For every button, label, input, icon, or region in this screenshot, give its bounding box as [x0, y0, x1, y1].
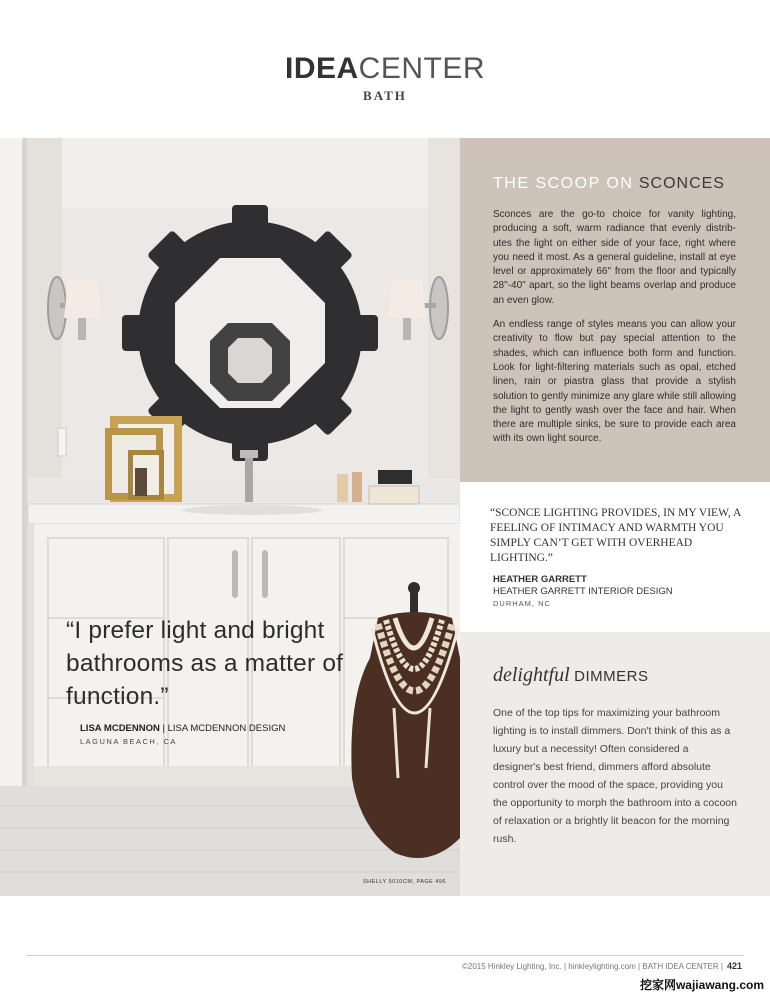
photo-quote-attribution	[80, 723, 285, 734]
photo-quote-firm: | LISA MCDENNON DESIGN	[162, 723, 286, 734]
sconces-body	[493, 208, 736, 457]
sconces-paragraph: Sconces are the go-to choice for vanity lighting, producing a soft, warm radiance that evenly distrib-utes the light on either side of your face, right where you need it most. As a general guideline, install at eye level or approximately 66" from the floor and typically 28"-40" apart, so the light beams overlap and produce an even glow.	[493, 209, 736, 306]
designer-quote-location: DURHAM, NC	[493, 599, 551, 608]
designer-quote-text: “SCONCE LIGHTING PROVIDES, IN MY VIEW, A FEELING OF INTIMACY AND WARMTH YOU SIMPLY CAN’T GET WITH OVERHEAD LIGHTING.”	[490, 507, 741, 564]
masthead	[0, 52, 770, 104]
photo-credit: SHELLY 5010CM, PAGE 496	[363, 879, 447, 885]
page-number: 421	[726, 961, 742, 971]
footer-text: ©2015 Hinkley Lighting, Inc. | hinkleylighting.com | BATH IDEA CENTER |	[461, 962, 723, 971]
sconces-title: THE SCOOP ON SCONCES	[493, 175, 725, 192]
watermark-logo: 挖家网wajiawang.com	[639, 978, 764, 992]
photo-quote-location: LAGUNA BEACH, CA	[80, 737, 177, 746]
photo-pull-quote: “I prefer light and bright bathrooms as a matter of function.”	[66, 617, 344, 710]
designer-quote-panel	[460, 482, 770, 632]
dimmers-panel	[460, 632, 770, 896]
bathroom-photo	[0, 138, 460, 896]
designer-quote-name: HEATHER GARRETT	[493, 574, 587, 585]
sconces-panel	[460, 138, 770, 482]
section-title: BATH	[363, 88, 407, 103]
dimmers-title: delightful DIMMERS	[493, 664, 649, 686]
sconces-paragraph: An endless range of styles means you can allow your creativity to flow but pay special attention to the shades, which can influence both form and function. Look for light-filtering materials such as opal, etched linen, rain or piastra glass that provide a stylish solution to gently minimize any glare while still allowing the light to gently wash over the face and hair. When there are multiple sinks, be sure to provide each area with its own light source.	[493, 319, 736, 445]
page-footer	[462, 961, 742, 971]
dimmers-body: One of the top tips for maximizing your bathroom lighting is to install dimmers. Don't think of this as a luxury but a necessity! Often considered a designer's best friend, dimmers afford absolute control over the mood of the space, providing you the opportunity to morph the bathroom into a cocoon of relaxation or a brightly lit beacon for the morning rush.	[493, 707, 737, 845]
idea-center-logo: IDEACENTER	[284, 52, 486, 85]
designer-quote-firm: HEATHER GARRETT INTERIOR DESIGN	[493, 586, 673, 597]
footer-divider	[26, 955, 744, 956]
photo-quote-name: LISA MCDENNON	[80, 723, 160, 734]
bathroom-illustration	[0, 138, 460, 896]
